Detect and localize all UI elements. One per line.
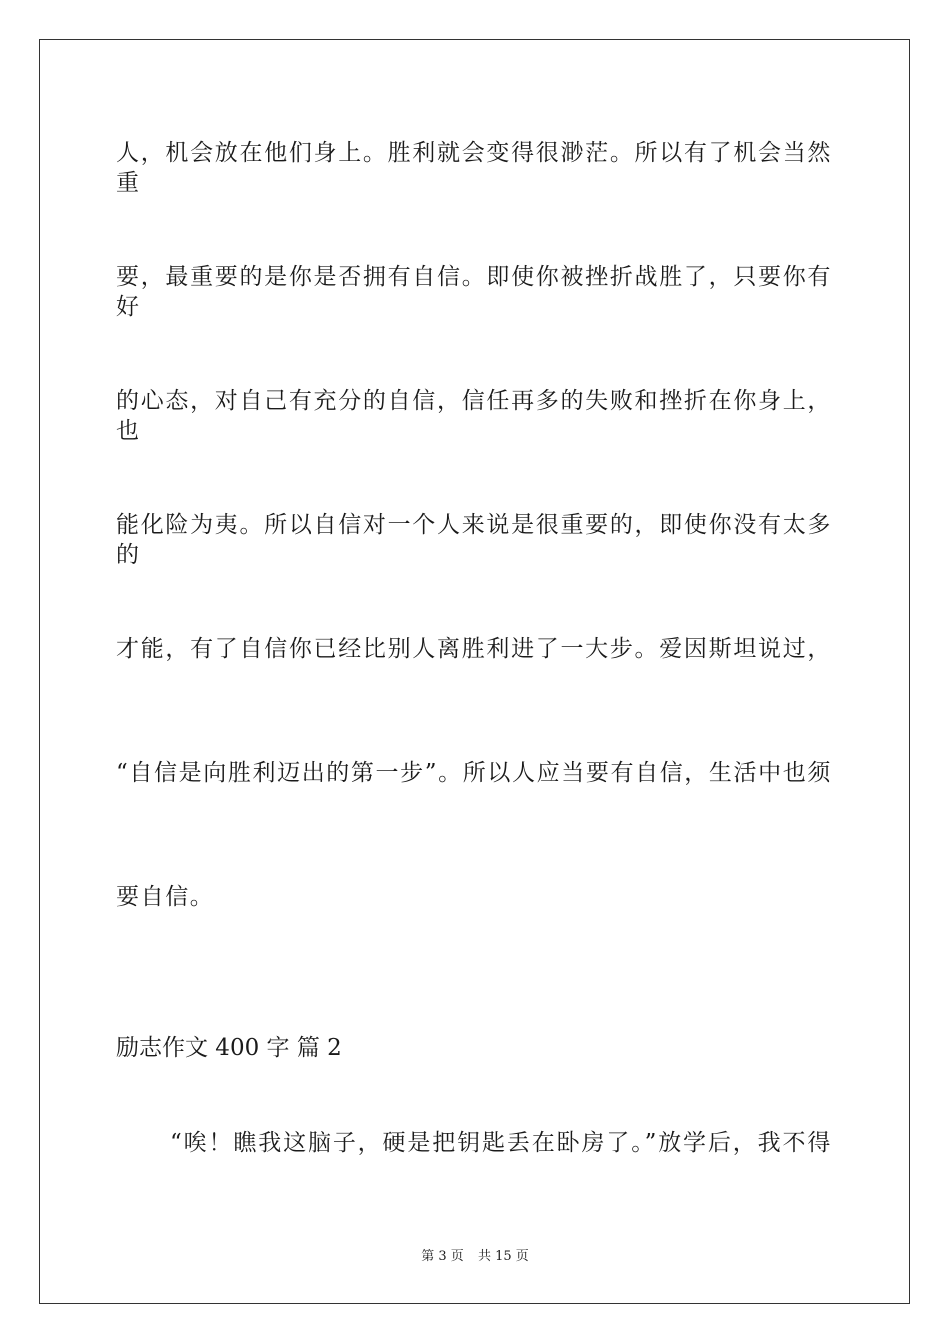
paragraph-2-line-1: “唉！瞧我这脑子，硬是把钥匙丢在卧房了。”放学后，我不得 — [170, 1130, 832, 1156]
body-line-5: 才能，有了自信你已经比别人离胜利进了一大步。爱因斯坦说过， — [116, 636, 832, 662]
page-number: 第 3 页 — [421, 1249, 464, 1264]
body-line-7: 要自信。 — [116, 884, 215, 910]
body-line-6: “自信是向胜利迈出的第一步”。所以人应当要有自信，生活中也须 — [116, 760, 832, 786]
body-line-4: 能化险为夷。所以自信对一个人来说是很重要的，即使你没有太多的 — [116, 512, 832, 568]
page-border — [39, 39, 910, 1304]
body-line-1: 人，机会放在他们身上。胜利就会变得很渺茫。所以有了机会当然重 — [116, 140, 832, 196]
body-line-2: 要，最重要的是你是否拥有自信。即使你被挫折战胜了，只要你有好 — [116, 264, 832, 320]
page-footer — [0, 1248, 950, 1266]
page-total: 共 15 页 — [477, 1249, 529, 1264]
section-heading: 励志作文 400 字 篇 2 — [116, 1035, 342, 1061]
body-line-3: 的心态，对自己有充分的自信，信任再多的失败和挫折在你身上，也 — [116, 388, 832, 444]
